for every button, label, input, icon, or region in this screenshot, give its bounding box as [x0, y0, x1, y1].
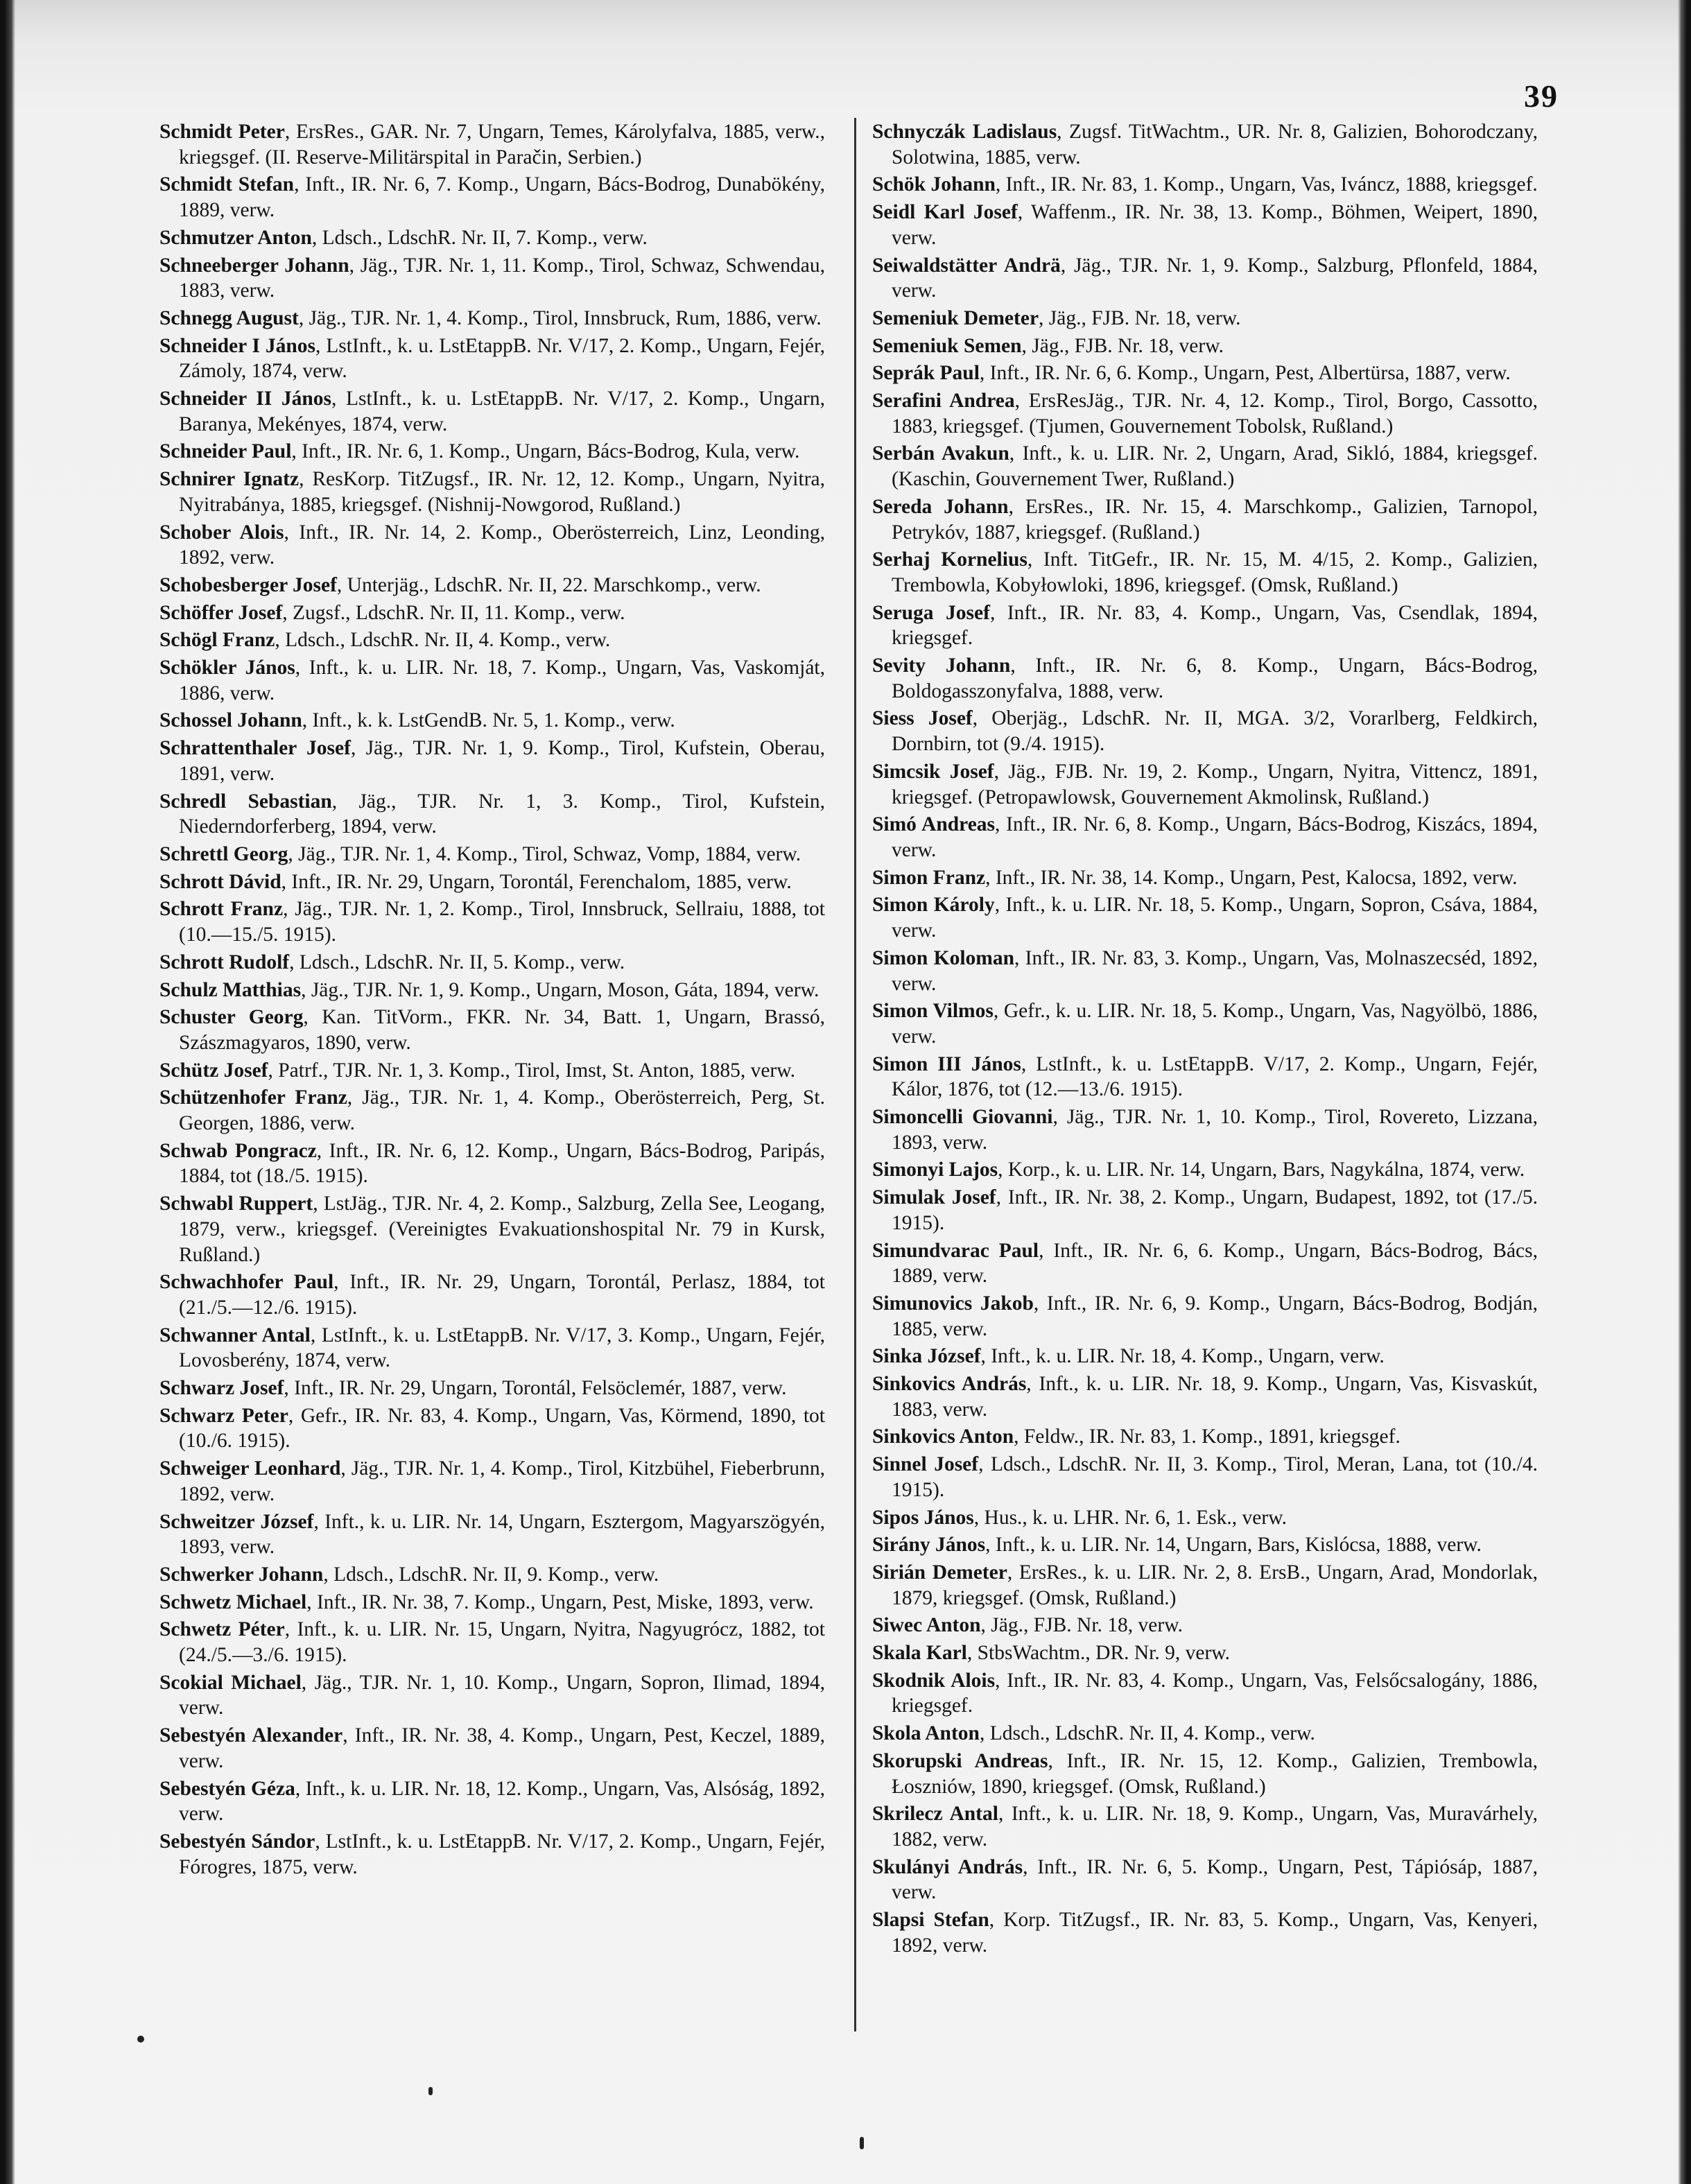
- register-entry: [872, 333, 1538, 359]
- register-entry: [872, 1104, 1538, 1155]
- entry-name: Schneider I János: [159, 334, 316, 357]
- entry-details: , ResKorp. TitZugsf., IR. Nr. 12, 12. Komp., Ungarn, Nyitra, Nyitrabánya, 1885, kriegsgef. (Nishnij-Nowgorod, Rußland.): [179, 468, 825, 516]
- register-entry: [872, 653, 1538, 704]
- register-entry: [159, 1590, 825, 1615]
- entry-details: , Inft., IR. Nr. 6, 12. Komp., Ungarn, Bács-Bodrog, Paripás, 1884, tot (18./5. 1915).: [179, 1139, 826, 1188]
- entry-name: Schögl Franz: [159, 629, 275, 652]
- register-entry: [159, 1005, 825, 1055]
- entry-name: Schmidt Peter: [159, 121, 285, 143]
- register-entry: [159, 1403, 825, 1454]
- register-entry: [872, 706, 1538, 756]
- entry-name: Semeniuk Demeter: [872, 306, 1039, 329]
- entry-name: Schöffer Josef: [159, 601, 283, 624]
- entry-details: , Jäg., FJB. Nr. 18, verw.: [1021, 334, 1224, 357]
- entry-name: Seprák Paul: [872, 362, 980, 385]
- entry-details: , Patrf., TJR. Nr. 1, 3. Komp., Tirol, Imst, St. Anton, 1885, verw.: [268, 1059, 796, 1082]
- register-entry: [872, 1721, 1538, 1747]
- entry-name: Schwetz Michael: [159, 1591, 307, 1613]
- entry-details: , Jäg., TJR. Nr. 1, 4. Komp., Tirol, Kitzbühel, Fieberbrunn, 1892, verw.: [179, 1457, 825, 1505]
- entry-details: , ErsRes., k. u. LIR. Nr. 2, 8. ErsB., Ungarn, Arad, Mondorlak, 1879, kriegsgef. (Omsk, Rußland.): [892, 1561, 1538, 1609]
- entry-details: , Feldw., IR. Nr. 83, 1. Komp., 1891, kriegsgef.: [1014, 1425, 1401, 1448]
- register-entry: [872, 494, 1538, 545]
- entry-name: Schwachhofer Paul: [159, 1271, 334, 1294]
- entry-details: , Waffenm., IR. Nr. 38, 13. Komp., Böhmen, Weipert, 1890, verw.: [892, 201, 1538, 249]
- entry-name: Skorupski Andreas: [872, 1749, 1048, 1772]
- entry-details: , LstInft., k. u. LstEtappB. Nr. V/17, 3. Komp., Ungarn, Fejér, Lovosberény, 1874, verw.: [179, 1324, 826, 1372]
- entry-details: , Jäg., TJR. Nr. 1, 10. Komp., Tirol, Rovereto, Lizzana, 1893, verw.: [892, 1106, 1538, 1154]
- entry-details: , Inft., IR. Nr. 14, 2. Komp., Oberösterreich, Linz, Leonding, 1892, verw.: [179, 521, 826, 569]
- register-entry: [872, 1052, 1538, 1102]
- entry-details: , Inft., IR. Nr. 6, 8. Komp., Ungarn, Bács-Bodrog, Boldogasszonyfalva, 1888, verw.: [892, 655, 1538, 702]
- entry-details: , LstJäg., TJR. Nr. 4, 2. Komp., Salzburg, Zella See, Leogang, 1879, verw., kriegsgef. (Vereinigtes Evakuationshospital Nr. 79 in Kursk, Rußland.): [179, 1193, 825, 1266]
- register-entry: [872, 1560, 1538, 1611]
- entry-name: Simundvarac Paul: [872, 1239, 1039, 1262]
- entry-name: Schulz Matthias: [159, 978, 302, 1001]
- entry-details: , Korp. TitZugsf., IR. Nr. 83, 5. Komp., Ungarn, Vas, Kenyeri, 1892, verw.: [892, 1909, 1538, 1957]
- register-entry: [159, 172, 825, 223]
- register-entry: [872, 1801, 1538, 1852]
- entry-name: Seidl Karl Josef: [872, 201, 1018, 224]
- entry-name: Simon Franz: [872, 866, 986, 889]
- entry-details: , Inft., IR. Nr. 83, 1. Komp., Ungarn, Vas, Iváncz, 1888, kriegsgef.: [995, 173, 1538, 196]
- register-entry: [159, 333, 825, 384]
- entry-details: , Unterjäg., LdschR. Nr. II, 22. Marschkomp., verw.: [336, 573, 761, 596]
- entry-name: Schützenhofer Franz: [159, 1086, 347, 1109]
- entry-name: Schwanner Antal: [159, 1324, 311, 1346]
- register-entry: [159, 1191, 825, 1267]
- entry-name: Simon Koloman: [872, 946, 1014, 969]
- entry-details: , LstInft., k. u. LstEtappB. Nr. V/17, 2. Komp., Ungarn, Baranya, Mekényes, 1874, verw.: [179, 388, 825, 435]
- register-entry: [159, 1670, 825, 1721]
- entry-name: Schök Johann: [872, 173, 996, 196]
- entry-name: Serbán Avakun: [872, 442, 1009, 465]
- entry-details: , ErsResJäg., TJR. Nr. 4, 12. Komp., Tirol, Borgo, Cassotto, 1883, kriegsgef. (Tjumen, Gouvernement Tobolsk, Rußland.): [892, 390, 1538, 437]
- entry-details: , Inft., IR. Nr. 6, 5. Komp., Ungarn, Pest, Tápiósáp, 1887, verw.: [892, 1855, 1538, 1904]
- entry-name: Simó Andreas: [872, 813, 996, 836]
- register-entry: [872, 1907, 1538, 1958]
- entry-details: , Inft., k. u. LIR. Nr. 14, Ungarn, Bars, Kislócsa, 1888, verw.: [985, 1534, 1482, 1557]
- entry-details: , Jäg., TJR. Nr. 1, 3. Komp., Tirol, Kufstein, Niederndorferberg, 1894, verw.: [179, 790, 825, 838]
- entry-name: Schneider Paul: [159, 440, 292, 463]
- entry-details: , Inft., k. u. LIR. Nr. 18, 9. Komp., Ungarn, Vas, Kisvaskút, 1883, verw.: [892, 1373, 1538, 1421]
- entry-name: Schneeberger Johann: [159, 254, 349, 277]
- entry-details: , LstInft., k. u. LstEtappB. V/17, 2. Komp., Ungarn, Fejér, Kálor, 1876, tot (12.—13./6. 1915).: [892, 1052, 1538, 1101]
- entry-details: , Zugsf., LdschR. Nr. II, 11. Komp., verw.: [282, 601, 625, 624]
- entry-details: , Inft., IR. Nr. 38, 14. Komp., Ungarn, Pest, Kalocsa, 1892, verw.: [985, 866, 1518, 889]
- register-entry: [872, 1452, 1538, 1502]
- entry-details: , Ldsch., LdschR. Nr. II, 5. Komp., verw.: [289, 951, 625, 973]
- entry-details: , Jäg., TJR. Nr. 1, 2. Komp., Tirol, Innsbruck, Sellraiu, 1888, tot (10.—15./5. 1915).: [179, 898, 825, 946]
- ink-speck: [860, 2137, 864, 2149]
- entry-details: , Inft., IR. Nr. 29, Ungarn, Torontál, Felsöclemér, 1887, verw.: [284, 1377, 787, 1400]
- entry-details: , Inft., k. k. LstGendB. Nr. 5, 1. Komp., verw.: [302, 709, 675, 732]
- register-entry: [872, 600, 1538, 651]
- register-entry: [872, 306, 1538, 331]
- page-number: 39: [1524, 78, 1559, 114]
- register-entry: [159, 306, 825, 331]
- register-entry: [872, 1855, 1538, 1905]
- register-entry: [872, 1749, 1538, 1799]
- register-entry: [872, 812, 1538, 863]
- entry-name: Schnyczák Ladislaus: [872, 121, 1057, 143]
- entry-details: , Inft., IR. Nr. 6, 6. Komp., Ungarn, Bács-Bodrog, Bács, 1889, verw.: [892, 1239, 1538, 1288]
- entry-details: , Inft., k. u. LIR. Nr. 18, 12. Komp., Ungarn, Vas, Alsóság, 1892, verw.: [179, 1777, 826, 1826]
- register-entry: [159, 708, 825, 734]
- register-entry: [159, 1323, 825, 1373]
- entry-details: , LstInft., k. u. LstEtappB. Nr. V/17, 2. Komp., Ungarn, Fejér, Zámoly, 1874, verw.: [179, 334, 825, 383]
- entry-name: Schrott Rudolf: [159, 951, 290, 973]
- register-entry: [872, 1344, 1538, 1369]
- entry-name: Sinkovics András: [872, 1373, 1027, 1396]
- register-entry: [159, 1562, 825, 1588]
- register-entry: [872, 946, 1538, 996]
- register-entry: [159, 253, 825, 304]
- entry-details: , Inft., IR. Nr. 29, Ungarn, Torontál, Perlasz, 1884, tot (21./5.—12./6. 1915).: [179, 1271, 825, 1319]
- entry-details: , Inft., IR. Nr. 6, 1. Komp., Ungarn, Bács-Bodrog, Kula, verw.: [291, 440, 800, 463]
- entry-name: Sirián Demeter: [872, 1561, 1007, 1584]
- scanned-page: [6, 0, 1686, 2184]
- entry-name: Sebestyén Sándor: [159, 1830, 315, 1853]
- register-entry: [159, 573, 825, 598]
- entry-name: Schneider II János: [159, 388, 331, 410]
- register-entry: [872, 547, 1538, 598]
- scan-shadow-right: [1678, 0, 1686, 2184]
- entry-details: , Inft., IR. Nr. 83, 4. Komp., Ungarn, Vas, Felsőcsalogány, 1886, kriegsgef.: [892, 1669, 1538, 1717]
- entry-name: Schmidt Stefan: [159, 173, 295, 196]
- register-entry: [159, 1085, 825, 1136]
- register-entry: [159, 1723, 825, 1774]
- register-entry: [159, 1829, 825, 1880]
- entry-details: , Inft., k. u. LIR. Nr. 18, 7. Komp., Ungarn, Vas, Vaskomját, 1886, verw.: [179, 657, 825, 704]
- entry-details: , Inft. TitGefr., IR. Nr. 15, M. 4/15, 2. Komp., Galizien, Trembowla, Kobyłowloki, 1896, kriegsgef. (Omsk, Rußland.): [892, 548, 1538, 596]
- entry-details: , Jäg., FJB. Nr. 18, verw.: [980, 1614, 1183, 1637]
- register-entry: [159, 655, 825, 706]
- entry-details: , Gefr., k. u. LIR. Nr. 18, 5. Komp., Ungarn, Vas, Nagyölbö, 1886, verw.: [892, 1000, 1538, 1048]
- register-entry: [159, 225, 825, 251]
- ink-speck: [428, 2087, 433, 2095]
- entry-name: Sinka József: [872, 1345, 981, 1368]
- entry-name: Simon Vilmos: [872, 1000, 994, 1023]
- register-entry: [159, 467, 825, 517]
- entry-name: Simon Károly: [872, 894, 995, 917]
- entry-details: , Jäg., TJR. Nr. 1, 4. Komp., Tirol, Innsbruck, Rum, 1886, verw.: [298, 306, 822, 329]
- entry-name: Skala Karl: [872, 1642, 967, 1665]
- entry-details: , Inft., IR. Nr. 6, 9. Komp., Ungarn, Bács-Bodrog, Bodján, 1885, verw.: [892, 1292, 1538, 1340]
- entry-name: Sirány János: [872, 1534, 986, 1557]
- entry-name: Schober Alois: [159, 521, 284, 544]
- entry-name: Schwabl Ruppert: [159, 1193, 313, 1215]
- register-entry: [159, 439, 825, 465]
- entry-details: , Inft., IR. Nr. 38, 4. Komp., Ungarn, Pest, Keczel, 1889, verw.: [179, 1724, 825, 1772]
- entry-name: Simunovics Jakob: [872, 1292, 1034, 1315]
- entry-details: , Hus., k. u. LHR. Nr. 6, 1. Esk., verw.: [973, 1506, 1287, 1529]
- entry-details: , Zugsf. TitWachtm., UR. Nr. 8, Galizien, Bohorodczany, Solotwina, 1885, verw.: [892, 121, 1538, 168]
- entry-details: , Inft., k. u. LIR. Nr. 18, 9. Komp., Ungarn, Vas, Muravárhely, 1882, verw.: [892, 1803, 1538, 1851]
- entry-name: Schökler János: [159, 657, 295, 679]
- entry-details: , Ldsch., LdschR. Nr. II, 4. Komp., verw.: [275, 629, 611, 652]
- entry-name: Sebestyén Géza: [159, 1777, 295, 1800]
- entry-name: Seruga Josef: [872, 601, 990, 624]
- entry-name: Serafini Andrea: [872, 390, 1015, 413]
- register-entry: [872, 253, 1538, 304]
- entry-name: Schrattenthaler Josef: [159, 737, 351, 760]
- entry-name: Skrilecz Antal: [872, 1803, 998, 1826]
- entry-details: , Inft., IR. Nr. 38, 7. Komp., Ungarn, Pest, Miske, 1893, verw.: [306, 1591, 814, 1613]
- entry-name: Simoncelli Giovanni: [872, 1106, 1053, 1129]
- entry-details: , Inft., k. u. LIR. Nr. 2, Ungarn, Arad, Sikló, 1884, kriegsgef. (Kaschin, Gouvernement Twer, Rußland.): [892, 442, 1538, 491]
- register-entry: [872, 1532, 1538, 1558]
- entry-name: Simon III János: [872, 1052, 1021, 1075]
- entry-details: , Ldsch., LdschR. Nr. II, 4. Komp., verw.: [979, 1722, 1315, 1745]
- register-entry: [159, 1376, 825, 1401]
- register-entry: [159, 627, 825, 653]
- entry-name: Sinnel Josef: [872, 1453, 979, 1476]
- register-entry: [159, 386, 825, 437]
- register-entry: [872, 1291, 1538, 1342]
- entry-details: , Oberjäg., LdschR. Nr. II, MGA. 3/2, Vorarlberg, Feldkirch, Dornbirn, tot (9./4. 1915).: [892, 707, 1538, 756]
- entry-details: , StbsWachtm., DR. Nr. 9, verw.: [966, 1642, 1231, 1665]
- register-entry: [872, 388, 1538, 439]
- entry-name: Skola Anton: [872, 1722, 980, 1745]
- entry-details: , Ldsch., LdschR. Nr. II, 7. Komp., verw.: [311, 226, 648, 249]
- entry-details: , Korp., k. u. LIR. Nr. 14, Ungarn, Bars, Nagykálna, 1874, verw.: [998, 1159, 1525, 1181]
- entry-name: Sevity Johann: [872, 655, 1011, 677]
- register-entry: [872, 1185, 1538, 1236]
- entry-name: Sebestyén Alexander: [159, 1724, 343, 1747]
- entry-name: Schwetz Péter: [159, 1618, 285, 1641]
- entry-name: Schwerker Johann: [159, 1563, 324, 1586]
- register-entry: [872, 119, 1538, 170]
- entry-name: Siess Josef: [872, 707, 973, 730]
- entry-name: Sipos János: [872, 1506, 974, 1529]
- entry-name: Simonyi Lajos: [872, 1159, 998, 1181]
- register-entry: [872, 1613, 1538, 1638]
- entry-name: Semeniuk Semen: [872, 334, 1022, 357]
- entry-name: Skulányi András: [872, 1855, 1023, 1878]
- entry-details: , Ldsch., LdschR. Nr. II, 9. Komp., verw.: [323, 1563, 659, 1586]
- register-entry: [872, 892, 1538, 943]
- register-entry: [872, 1505, 1538, 1531]
- register-entry: [159, 520, 825, 571]
- register-entry: [159, 869, 825, 895]
- register-entry: [159, 1138, 825, 1189]
- entry-name: Schwarz Josef: [159, 1377, 284, 1400]
- register-entry: [872, 1668, 1538, 1719]
- entry-details: , Jäg., TJR. Nr. 1, 9. Komp., Tirol, Kufstein, Oberau, 1891, verw.: [179, 737, 825, 785]
- entry-name: Schmutzer Anton: [159, 226, 312, 249]
- entry-details: , Jäg., TJR. Nr. 1, 9. Komp., Salzburg, Pflonfeld, 1884, verw.: [892, 254, 1538, 302]
- entry-details: , Inft., IR. Nr. 6, 6. Komp., Ungarn, Pest, Albertürsa, 1887, verw.: [979, 362, 1511, 385]
- entry-details: , Inft., IR. Nr. 83, 4. Komp., Ungarn, Vas, Csendlak, 1894, kriegsgef.: [892, 601, 1538, 650]
- entry-details: , LstInft., k. u. LstEtappB. Nr. V/17, 2. Komp., Ungarn, Fejér, Fórogres, 1875, verw.: [179, 1830, 826, 1878]
- entry-name: Slapsi Stefan: [872, 1909, 989, 1932]
- entry-name: Schrott Franz: [159, 898, 284, 921]
- register-entry: [872, 759, 1538, 810]
- entry-details: , Inft., k. u. LIR. Nr. 18, 4. Komp., Ungarn, verw.: [980, 1345, 1385, 1368]
- register-entry: [159, 1776, 825, 1827]
- entry-details: , Inft., k. u. LIR. Nr. 15, Ungarn, Nyitra, Nagyugrócz, 1882, tot (24./5.—3./6. 1915).: [179, 1618, 825, 1667]
- entry-details: , Kan. TitVorm., FKR. Nr. 34, Batt. 1, Ungarn, Brassó, Szászmagyaros, 1890, verw.: [179, 1006, 826, 1054]
- register-entry: [872, 441, 1538, 492]
- entry-name: Schrott Dávid: [159, 870, 281, 893]
- entry-details: , ErsRes., IR. Nr. 15, 4. Marschkomp., Galizien, Tarnopol, Petrykóv, 1887, kriegsgef. (Rußland.): [892, 495, 1538, 544]
- entry-name: Schütz Josef: [159, 1059, 268, 1082]
- register-entry: [159, 119, 825, 170]
- entry-details: , Inft., IR. Nr. 83, 3. Komp., Ungarn, Vas, Molnaszecséd, 1892, verw.: [892, 946, 1538, 995]
- entry-details: , Inft., IR. Nr. 6, 7. Komp., Ungarn, Bács-Bodrog, Dunabökény, 1889, verw.: [179, 173, 825, 222]
- entry-details: , Inft., IR. Nr. 6, 8. Komp., Ungarn, Bács-Bodrog, Kiszács, 1894, verw.: [892, 813, 1538, 861]
- register-entry: [872, 998, 1538, 1049]
- register-entry: [872, 172, 1538, 198]
- entry-details: , Inft., k. u. LIR. Nr. 18, 5. Komp., Ungarn, Sopron, Csáva, 1884, verw.: [892, 894, 1538, 942]
- register-entry: [159, 842, 825, 867]
- register-entry: [159, 978, 825, 1003]
- entry-name: Schwarz Peter: [159, 1404, 288, 1427]
- entry-details: , Jäg., TJR. Nr. 1, 9. Komp., Ungarn, Moson, Gáta, 1894, verw.: [301, 978, 820, 1001]
- entry-details: , Jäg., TJR. Nr. 1, 4. Komp., Tirol, Schwaz, Vomp, 1884, verw.: [288, 842, 801, 865]
- entry-name: Schredl Sebastian: [159, 790, 332, 813]
- register-entry: [872, 1371, 1538, 1422]
- register-entry: [872, 361, 1538, 386]
- entry-details: , Ldsch., LdschR. Nr. II, 3. Komp., Tirol, Meran, Lana, tot (10./4. 1915).: [892, 1453, 1538, 1501]
- register-entry: [872, 865, 1538, 891]
- entry-name: Sinkovics Anton: [872, 1425, 1014, 1448]
- entry-name: Schuster Georg: [159, 1006, 304, 1029]
- register-entry: [159, 1269, 825, 1320]
- entry-name: Schobesberger Josef: [159, 573, 337, 596]
- register-entry: [159, 600, 825, 626]
- entry-name: Simcsik Josef: [872, 760, 994, 783]
- entry-details: , Inft., IR. Nr. 29, Ungarn, Torontál, Ferenchalom, 1885, verw.: [281, 870, 792, 893]
- register-entry: [159, 1617, 825, 1667]
- entry-details: , Jäg., TJR. Nr. 1, 11. Komp., Tirol, Schwaz, Schwendau, 1883, verw.: [179, 254, 825, 302]
- left-column: [159, 119, 825, 1882]
- entry-name: Schnirer Ignatz: [159, 468, 300, 491]
- entry-details: , Jäg., FJB. Nr. 19, 2. Komp., Ungarn, Nyitra, Vittencz, 1891, kriegsgef. (Petropawlowsk, Gouvernement Akmolinsk, Rußland.): [892, 760, 1538, 808]
- entry-name: Schwab Pongracz: [159, 1139, 317, 1162]
- entry-name: Schrettl Georg: [159, 842, 288, 865]
- entry-name: Schossel Johann: [159, 709, 302, 732]
- register-entry: [872, 1238, 1538, 1289]
- entry-details: , Jäg., TJR. Nr. 1, 10. Komp., Ungarn, Sopron, Ilimad, 1894, verw.: [179, 1671, 825, 1719]
- entry-details: , ErsRes., GAR. Nr. 7, Ungarn, Temes, Károlyfalva, 1885, verw., kriegsgef. (II. Reserve-Militärspital in Paračin, Serbien.): [179, 121, 825, 168]
- entry-details: , Inft., k. u. LIR. Nr. 14, Ungarn, Esztergom, Magyarszögyén, 1893, verw.: [179, 1510, 825, 1559]
- register-entry: [872, 1424, 1538, 1450]
- entry-name: Schnegg August: [159, 306, 299, 329]
- register-entry: [159, 736, 825, 786]
- register-entry: [872, 1640, 1538, 1666]
- register-entry: [159, 950, 825, 976]
- entry-name: Simulak Josef: [872, 1186, 996, 1209]
- entry-name: Schweiger Leonhard: [159, 1457, 341, 1480]
- entry-details: , Jäg., FJB. Nr. 18, verw.: [1039, 306, 1241, 329]
- right-column: [872, 119, 1538, 1961]
- entry-name: Serhaj Kornelius: [872, 548, 1027, 571]
- column-divider: [854, 118, 856, 2031]
- entry-details: , Jäg., TJR. Nr. 1, 4. Komp., Oberösterreich, Perg, St. Georgen, 1886, verw.: [179, 1086, 825, 1135]
- entry-details: , Inft., IR. Nr. 38, 2. Komp., Ungarn, Budapest, 1892, tot (17./5. 1915).: [892, 1186, 1538, 1234]
- entry-name: Siwec Anton: [872, 1614, 981, 1637]
- register-entry: [159, 1058, 825, 1084]
- entry-details: , Inft., IR. Nr. 15, 12. Komp., Galizien, Trembowla, Łoszniów, 1890, kriegsgef. (Omsk, Rußland.): [892, 1749, 1538, 1798]
- register-entry: [159, 789, 825, 840]
- register-entry: [159, 1509, 825, 1560]
- ink-speck: [137, 2036, 144, 2043]
- entry-name: Skodnik Alois: [872, 1669, 996, 1692]
- entry-name: Scokial Michael: [159, 1671, 302, 1694]
- entry-name: Sereda Johann: [872, 495, 1009, 518]
- register-entry: [159, 1456, 825, 1507]
- scan-shadow-left: [6, 0, 15, 2184]
- register-entry: [872, 1157, 1538, 1183]
- entry-details: , Gefr., IR. Nr. 83, 4. Komp., Ungarn, Vas, Körmend, 1890, tot (10./6. 1915).: [179, 1404, 825, 1453]
- entry-name: Schweitzer József: [159, 1510, 314, 1533]
- register-entry: [872, 200, 1538, 250]
- register-entry: [159, 896, 825, 947]
- entry-name: Seiwaldstätter Andrä: [872, 254, 1061, 277]
